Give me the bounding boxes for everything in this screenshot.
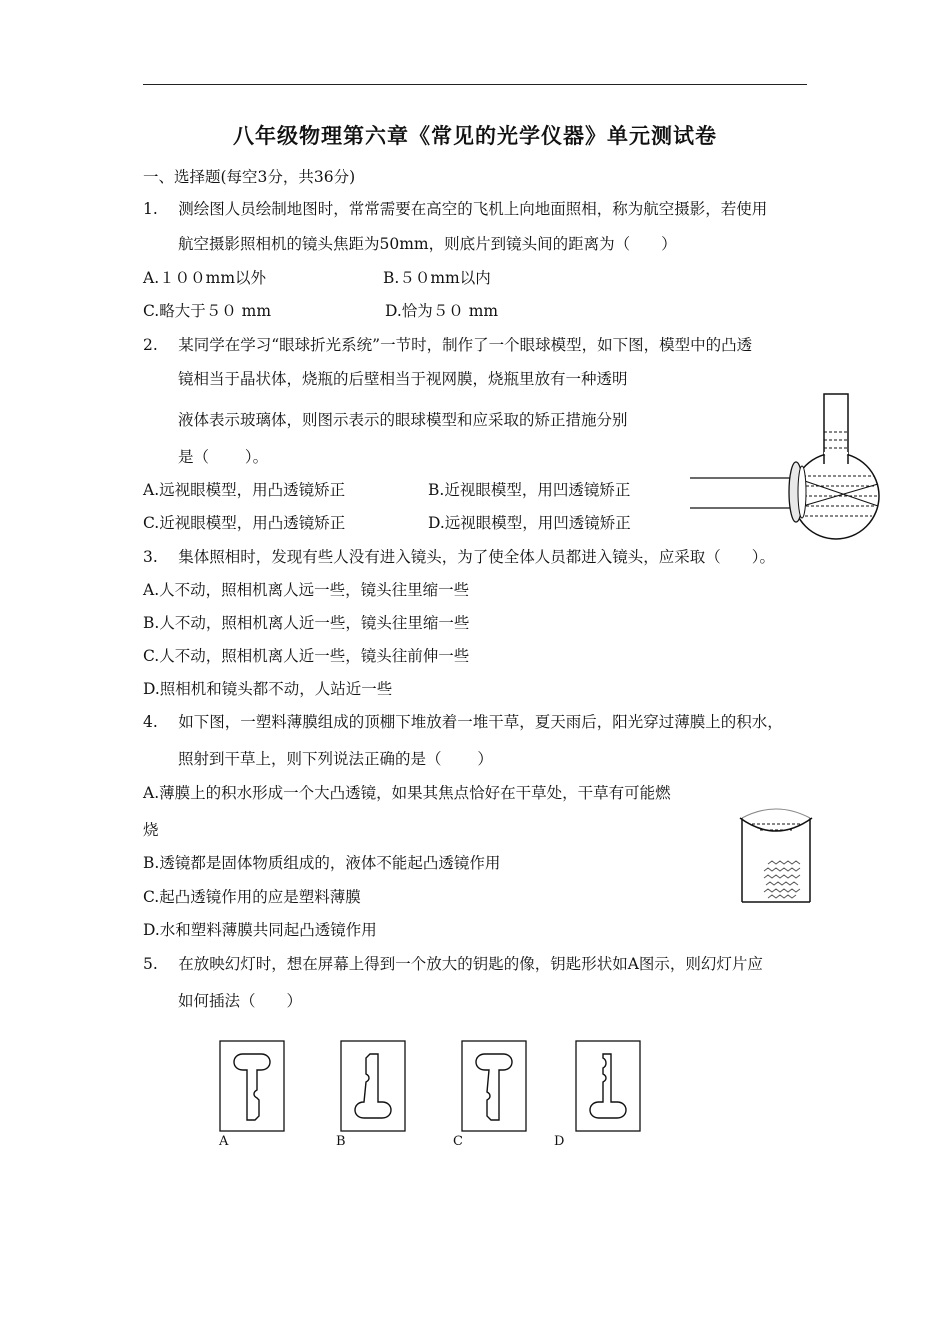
q2-stem-line-1: 2. 某同学在学习“眼球折光系统”一节时，制作了一个眼球模型，如下图，模型中的凸透: [143, 336, 753, 354]
section-heading: 一、选择题(每空3分，共36分): [143, 168, 356, 186]
key-label-c: C: [453, 1134, 463, 1149]
q3-stem-line-1: 3. 集体照相时，发现有些人没有进入镜头，为了使全体人员都进入镜头，应采取（ ）。: [143, 548, 775, 566]
q1-option-b: B.５０mm以内: [383, 269, 491, 287]
eye-model-figure: [686, 392, 886, 532]
q3-option-d: D.照相机和镜头都不动，人站近一些: [143, 680, 393, 698]
q4-option-a: A.薄膜上的积水形成一个大凸透镜，如果其焦点恰好在干草处，干草有可能燃: [143, 784, 671, 802]
q3-option-b: B.人不动，照相机离人近一些，镜头往里缩一些: [143, 614, 470, 632]
q3-option-a: A.人不动，照相机离人远一些，镜头往里缩一些: [143, 581, 470, 599]
key-label-b: B: [336, 1134, 346, 1149]
q2-option-a: A.远视眼模型，用凸透镜矫正: [143, 481, 346, 499]
key-figure-d: [575, 1040, 641, 1132]
q1-option-a: A.１００mm以外: [143, 269, 267, 287]
q1-stem-line-1: 1. 测绘图人员绘制地图时，常常需要在高空的飞机上向地面照相，称为航空摄影，若使用: [143, 200, 768, 218]
q1-option-c: C.略大于５０ mm: [143, 302, 272, 320]
q2-option-d: D.远视眼模型，用凹透镜矫正: [428, 514, 631, 532]
q4-option-d: D.水和塑料薄膜共同起凸透镜作用: [143, 921, 377, 939]
key-figure-b: [340, 1040, 406, 1132]
q4-option-a-cont: 烧: [143, 821, 159, 839]
q2-stem-line-2: 镜相当于晶状体，烧瓶的后壁相当于视网膜，烧瓶里放有一种透明: [178, 370, 628, 388]
key-label-a: A: [219, 1134, 229, 1149]
key-label-d: D: [554, 1134, 565, 1149]
q5-stem-line-1: 5. 在放映幻灯时，想在屏幕上得到一个放大的钥匙的像，钥匙形状如A图示，则幻灯片应: [143, 955, 763, 973]
page-title: 八年级物理第六章《常见的光学仪器》单元测试卷: [233, 123, 717, 148]
q5-stem-line-2: 如何插法（ ）: [178, 992, 303, 1010]
q2-option-b: B.近视眼模型，用凹透镜矫正: [428, 481, 631, 499]
q4-option-b: B.透镜都是固体物质组成的，液体不能起凸透镜作用: [143, 854, 501, 872]
q2-stem-line-4: 是（ ）。: [178, 448, 269, 466]
q3-option-c: C.人不动，照相机离人近一些，镜头往前伸一些: [143, 647, 470, 665]
shed-figure: [738, 798, 814, 904]
q1-stem-line-2: 航空摄影照相机的镜头焦距为50mm，则底片到镜头间的距离为（ ）: [178, 235, 677, 253]
header-rule: [143, 84, 807, 85]
key-figure-c: [461, 1040, 527, 1132]
q4-option-c: C.起凸透镜作用的应是塑料薄膜: [143, 888, 361, 906]
q4-stem-line-1: 4. 如下图，一塑料薄膜组成的顶棚下堆放着一堆干草，夏天雨后，阳光穿过薄膜上的积水，: [143, 713, 783, 731]
key-figure-a: [219, 1040, 285, 1132]
q1-option-d: D.恰为５０ mm: [385, 302, 499, 320]
q4-stem-line-2: 照射到干草上，则下列说法正确的是（ ）: [178, 750, 493, 768]
q2-stem-line-3: 液体表示玻璃体，则图示表示的眼球模型和应采取的矫正措施分别: [178, 411, 628, 429]
q2-option-c: C.近视眼模型，用凸透镜矫正: [143, 514, 346, 532]
